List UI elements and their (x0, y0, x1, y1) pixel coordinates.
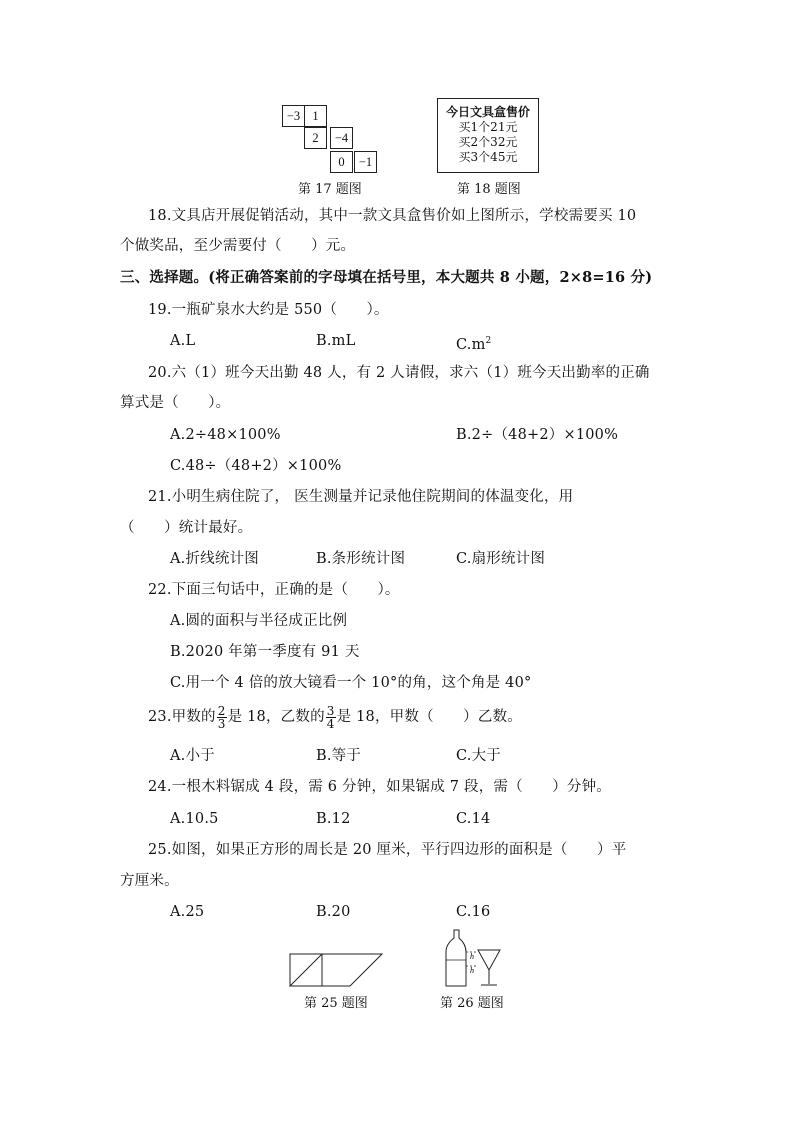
glass-icon (478, 950, 500, 970)
q23-option-a: A.小于 (170, 748, 215, 764)
bottle-icon (446, 930, 466, 986)
q22-option-a: A.圆的面积与半径成正比例 (170, 613, 348, 629)
q20-option-a: A.2÷48×100% (170, 427, 281, 443)
q24-option-c: C.14 (456, 811, 491, 827)
fig17-cell: 2 (304, 127, 327, 149)
q23-frac2-num: 3 (326, 703, 335, 718)
q20-option-c: C.48÷（48+2）×100% (170, 458, 342, 474)
q24-option-b: B.12 (316, 811, 351, 827)
q24-option-a: A.10.5 (170, 811, 219, 827)
fig17-cell: −4 (330, 127, 353, 149)
q19-stem: 19.一瓶矿泉水大约是 550（ ）。 (148, 302, 389, 318)
fig18-price-box (437, 98, 539, 173)
fig26-h-label: h (470, 966, 474, 975)
q21-option-a: A.折线统计图 (170, 551, 259, 567)
q22-option-b: B.2020 年第一季度有 91 天 (170, 644, 360, 660)
fig25-square-parallelogram-figure (286, 946, 386, 988)
section3-title: 三、选择题。(将正确答案前的字母填在括号里，本大题共 8 小题，2×8=16 分) (120, 269, 653, 286)
fig17-cell: −1 (354, 151, 377, 173)
fig18-caption: 第 18 题图 (457, 182, 521, 197)
fig25-parallelogram (290, 954, 382, 986)
q23-option-b: B.等于 (316, 748, 362, 764)
fig17-caption: 第 17 题图 (298, 182, 362, 197)
q19-option-c-text: C.m (456, 336, 486, 353)
fig18-line: 买2个32元 (458, 135, 518, 149)
fig18-line: 买1个21元 (458, 120, 518, 134)
q19-option-c (456, 331, 491, 355)
q20-option-b: B.2÷（48+2）×100% (456, 427, 619, 443)
fig26-caption: 第 26 题图 (440, 996, 504, 1011)
fig18-line: 买3个45元 (458, 150, 518, 164)
q19-option-a: A.L (170, 333, 196, 349)
q24-stem: 24.一根木料锯成 4 段，需 6 分钟，如果锯成 7 段，需（ ）分钟。 (148, 779, 611, 795)
q25-option-b: B.20 (316, 904, 351, 920)
q21-line1: 21.小明生病住院了， 医生测量并记录他住院期间的体温变化，用 (148, 489, 574, 505)
fig17-cell: 0 (330, 151, 353, 173)
fig25-caption: 第 25 题图 (304, 996, 368, 1011)
q23-part1: 23.甲数的 (148, 709, 216, 725)
fig18-title: 今日文具盒售价 (445, 105, 530, 119)
q21-line2: （ ）统计最好。 (120, 520, 253, 536)
fig26-h-label: h (470, 952, 474, 961)
q23-option-c: C.大于 (456, 748, 501, 764)
fig17-cell: −3 (282, 105, 305, 127)
q19-option-c-sup: 2 (485, 336, 492, 346)
q21-option-c: C.扇形统计图 (456, 551, 546, 567)
fig26-bottle-glass-figure (440, 926, 506, 990)
q19-option-b: B.mL (316, 333, 356, 349)
q18-line1: 18.文具店开展促销活动，其中一款文具盒售价如上图所示，学校需要买 10 (148, 208, 637, 224)
q22-stem: 22.下面三句话中，正确的是（ ）。 (148, 582, 400, 598)
q18-line2: 个做奖品，至少需要付（ ）元。 (120, 238, 356, 254)
q23-fraction-2 (326, 705, 336, 730)
q23-part3: 是 18，甲数（ ）乙数。 (336, 709, 522, 725)
q23-fraction-1 (217, 705, 227, 730)
q20-line2: 算式是（ ）。 (120, 395, 231, 411)
q20-line1: 20.六（1）班今天出勤 48 人，有 2 人请假，求六（1）班今天出勤率的正确 (148, 365, 650, 381)
q25-line2: 方厘米。 (120, 873, 179, 889)
fig17-cell: 1 (304, 105, 327, 127)
q21-option-b: B.条形统计图 (316, 551, 406, 567)
q25-line1: 25.如图，如果正方形的周长是 20 厘米，平行四边形的面积是（ ）平 (148, 842, 627, 858)
q23-part2: 是 18，乙数的 (227, 709, 325, 725)
q23-frac2-den: 4 (326, 716, 335, 731)
q23-frac1-den: 3 (217, 716, 226, 731)
q25-option-c: C.16 (456, 904, 491, 920)
q23-frac1-num: 2 (217, 703, 226, 718)
q23-stem (148, 702, 522, 732)
q22-option-c: C.用一个 4 倍的放大镜看一个 10°的角，这个角是 40° (170, 675, 532, 691)
q25-option-a: A.25 (170, 904, 205, 920)
